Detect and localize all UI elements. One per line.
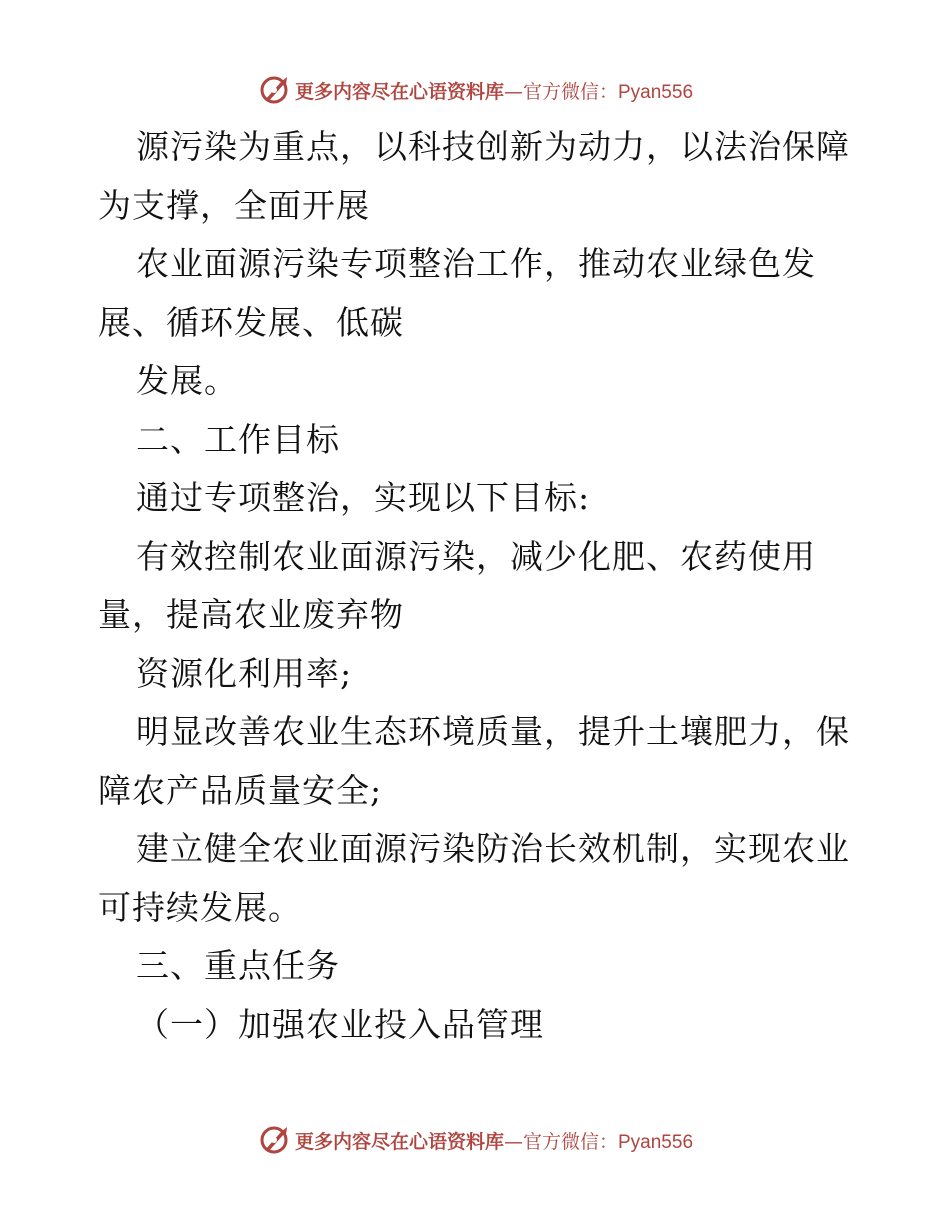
quill-pen-circle-icon: [257, 73, 291, 107]
document-line: 农业面源污染专项整治工作，推动农业绿色发: [136, 244, 816, 283]
footer-banner: [0, 1120, 950, 1160]
document-line: 可持续发展。: [98, 887, 302, 927]
document-line: 建立健全农业面源污染防治长效机制，实现农业: [136, 829, 850, 868]
banner-wechat-id: Pyan556: [618, 1131, 694, 1153]
banner-wechat-id: Pyan556: [618, 81, 694, 103]
header-banner: [0, 70, 950, 110]
banner-text: [295, 77, 693, 104]
section-heading: 二、工作目标: [136, 419, 340, 459]
document-line: 为支撑，全面开展: [98, 185, 370, 225]
document-line: 发展。: [136, 361, 238, 400]
banner-wechat-label: 官方微信：: [522, 1130, 618, 1153]
document-line: 资源化利用率;: [136, 653, 353, 693]
banner-brand-text: 更多内容尽在心语资料库: [294, 80, 504, 103]
banner-wechat-label: 官方微信：: [522, 80, 618, 103]
document-line: 展、循环发展、低碳: [98, 302, 404, 342]
document-line: 障农产品质量安全;: [98, 770, 383, 810]
document-line: 通过专项整治，实现以下目标:: [136, 478, 591, 517]
document-line: 源污染为重点，以科技创新为动力，以法治保障: [136, 127, 850, 166]
document-line: 有效控制农业面源污染，减少化肥、农药使用: [136, 536, 816, 576]
quill-pen-circle-icon: [257, 1123, 291, 1157]
banner-brand-text: 更多内容尽在心语资料库: [294, 1130, 504, 1153]
banner-dash: —: [503, 80, 523, 103]
banner-text: [295, 1127, 693, 1154]
document-line: 明显改善农业生态环境质量，提升土壤肥力，保: [136, 712, 850, 751]
document-body: [98, 118, 858, 1054]
banner-dash: —: [503, 1130, 523, 1153]
document-line: 量，提高农业废弃物: [98, 595, 404, 634]
subsection-heading: （一）加强农业投入品管理: [136, 1004, 544, 1044]
section-heading: 三、重点任务: [136, 946, 340, 985]
